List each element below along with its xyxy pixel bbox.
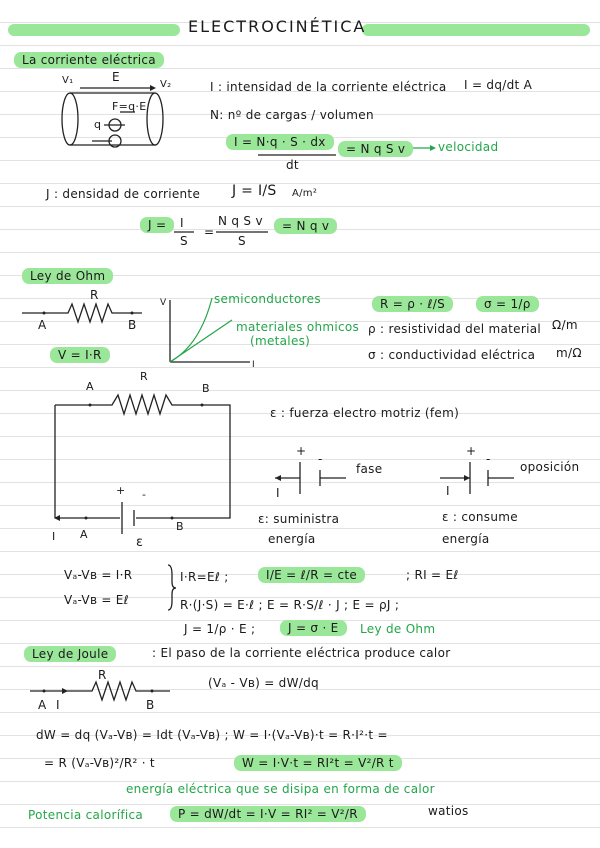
resistor-b-label: B: [128, 318, 137, 332]
j-eq-result: = N q v: [274, 218, 337, 234]
i-denominator: dt: [286, 158, 299, 172]
watios-label: watios: [428, 804, 469, 818]
resistor-a-label: A: [38, 318, 47, 332]
conductor-cylinder-icon: [62, 85, 163, 147]
circuit-a-label: A: [86, 380, 94, 393]
consume-line2: energía: [442, 532, 490, 546]
label-e-field: E: [112, 70, 120, 84]
circuit-diagram: [54, 395, 230, 534]
brace: [168, 565, 176, 610]
circuit-b-label: B: [202, 382, 210, 395]
joule-r-label: R: [98, 668, 107, 682]
battery-fase-icon: [275, 462, 346, 494]
oposicion-plus: +: [466, 444, 477, 458]
j-eq-den1: S: [180, 234, 188, 248]
circuit-e-label: ε: [136, 535, 144, 550]
circuit-minus: -: [142, 488, 147, 501]
circuit-b2-label: B: [176, 520, 184, 533]
rho-definition: ρ : resistividad del material: [368, 322, 541, 336]
battery-oposicion-icon: [440, 462, 514, 494]
intensity-formula: I = dq/dt A: [464, 78, 533, 92]
joule-a-label: A: [38, 698, 47, 712]
semiconductores-label: semiconductores: [214, 292, 321, 306]
i-numerator: I = N·q · S · dx: [226, 134, 334, 150]
consume-line1: ε : consume: [442, 510, 518, 524]
joule-description: : El paso de la corriente eléctrica produce calor: [152, 646, 451, 660]
fase-i-label: I: [276, 486, 280, 500]
sigma-unit: m/Ω: [556, 346, 582, 360]
potencia-label: Potencia calorífica: [28, 808, 144, 822]
j-formula: J = I/S: [232, 183, 277, 199]
circuit-plus: +: [116, 484, 126, 497]
energy-text: energía eléctrica que se disipa en forma de calor: [126, 782, 435, 796]
eq-rjs: R·(J·S) = E·ℓ ; E = R·S/ℓ · J ; E = ρJ ;: [180, 598, 400, 612]
i-result: = N q S v: [338, 141, 413, 157]
eq-j-rho: J = 1/ρ · E ;: [184, 622, 256, 636]
label-v2: V₂: [160, 79, 172, 90]
label-charge: q: [94, 118, 102, 131]
ohm-law-label: Ley de Ohm: [360, 622, 436, 636]
eq-ri-el: ; RI = Eℓ: [406, 568, 459, 582]
fase-label: fase: [356, 462, 383, 476]
eq-ratio-cte: I/E = ℓ/R = cte: [258, 567, 365, 583]
p-formula: P = dW/dt = I·V = RI² = V²/R: [170, 806, 366, 822]
v-equation: V = I·R: [50, 347, 110, 363]
circuit-r-label: R: [140, 370, 148, 383]
intensity-definition: I : intensidad de la corriente eléctrica: [210, 80, 447, 94]
section-heading-corriente: La corriente eléctrica: [14, 52, 164, 68]
oposicion-i-label: I: [446, 484, 450, 498]
circuit-i-label: I: [52, 530, 56, 543]
joule-i-label: I: [56, 698, 60, 712]
suministra-line1: ε: suministra: [258, 512, 340, 526]
graph-v-label: V: [160, 298, 167, 308]
j-eq-num2: N q S v: [218, 214, 263, 228]
j-eq-eq: =: [204, 225, 215, 239]
eq-va-vb-el: Vₐ-Vʙ = Eℓ: [64, 593, 129, 607]
j-units: A/m²: [292, 188, 318, 199]
fem-definition: ε : fuerza electro motriz (fem): [270, 406, 460, 420]
j-eq-left: J =: [140, 217, 174, 233]
oposicion-minus: -: [486, 452, 491, 466]
velocity-label: velocidad: [438, 140, 499, 154]
eq-j-sigma: J = σ · E: [280, 620, 347, 636]
title-bar-left: [8, 24, 180, 36]
suministra-line2: energía: [268, 532, 316, 546]
w-result: W = I·V·t = RI²t = V²/R t: [234, 755, 402, 771]
oposicion-label: oposición: [520, 460, 580, 474]
sigma-formula: σ = 1/ρ: [476, 296, 539, 312]
j-definition: J : densidad de corriente: [46, 187, 201, 201]
eq-ir-el: I·R=Eℓ ;: [180, 570, 229, 584]
dw-equation: dW = dq (Vₐ-Vʙ) = Idt (Vₐ-Vʙ) ; W = I·(Vₐ-Vʙ)·t = R·I²·t =: [36, 728, 388, 742]
fase-plus: +: [296, 444, 307, 458]
w-equation-left: = R (Vₐ-Vʙ)²/R² · t: [44, 756, 155, 770]
title-bar-right: [362, 24, 590, 36]
sigma-definition: σ : conductividad eléctrica: [368, 348, 536, 362]
j-eq-den2: S: [238, 234, 246, 248]
metales-label: (metales): [250, 334, 311, 348]
joule-b-label: B: [146, 698, 155, 712]
n-definition: N: nº de cargas / volumen: [210, 108, 374, 122]
resistor-r-label: R: [90, 288, 99, 302]
rho-unit: Ω/m: [552, 318, 578, 332]
j-eq-num1: I: [180, 216, 184, 230]
section-heading-ohm: Ley de Ohm: [22, 268, 113, 284]
eq-va-vb-ir: Vₐ-Vʙ = I·R: [64, 568, 133, 582]
r-formula: R = ρ · ℓ/S: [372, 296, 453, 312]
circuit-a2-label: A: [80, 528, 88, 541]
page-title: ELECTROCINÉTICA: [188, 17, 367, 36]
joule-vdiff: (Vₐ - Vʙ) = dW/dq: [208, 676, 319, 690]
fase-minus: -: [318, 452, 323, 466]
label-force: F=q·E: [112, 100, 147, 113]
ohmicos-label: materiales ohmicos: [236, 320, 360, 334]
section-heading-joule: Ley de Joule: [24, 646, 116, 662]
label-v1: V₁: [62, 75, 74, 86]
graph-i-label: I: [252, 360, 255, 370]
